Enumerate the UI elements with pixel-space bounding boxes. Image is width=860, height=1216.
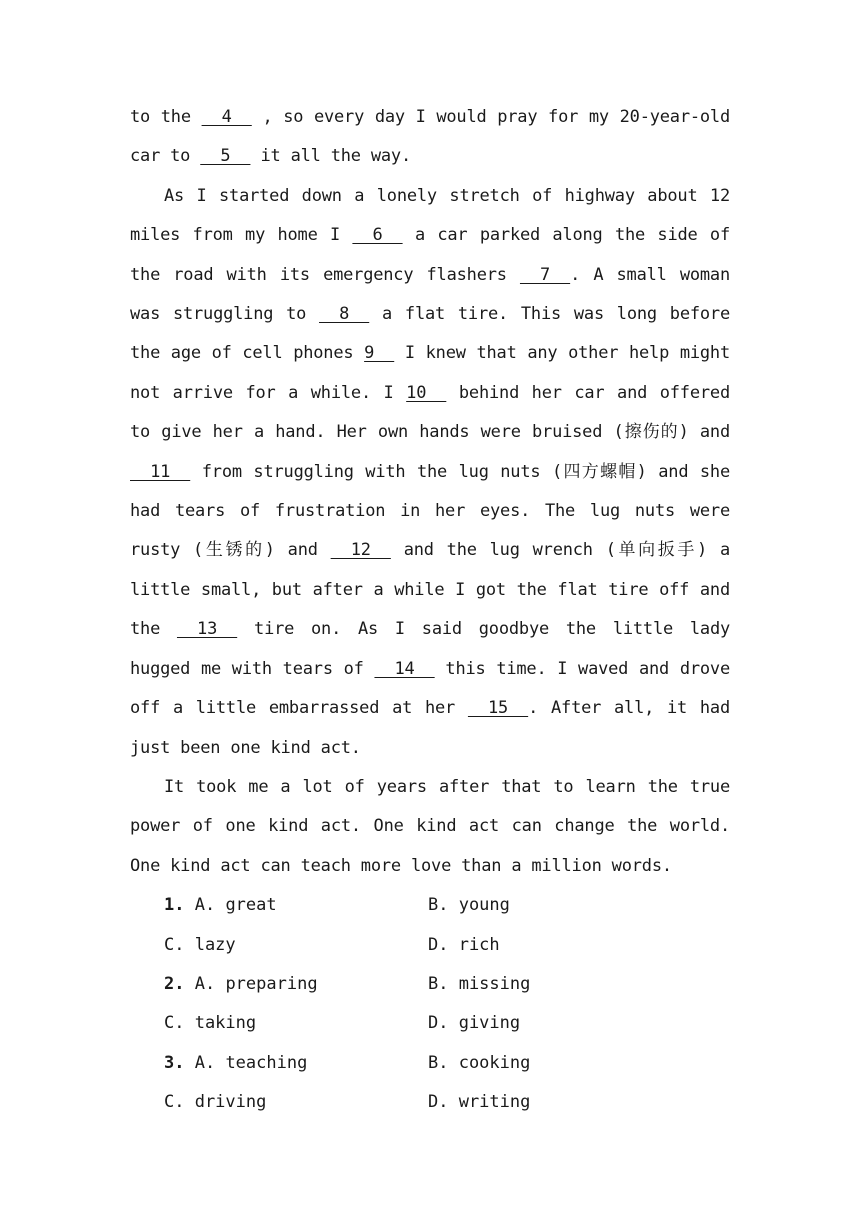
passage-text: it all the way. bbox=[250, 146, 411, 167]
passage-text: . After all, it had just been one kind act. bbox=[130, 698, 730, 758]
option-left bbox=[164, 965, 318, 1004]
passage-text: , so every day I would pray for my 20-year-old car to bbox=[130, 107, 731, 167]
passage-text: . A small woman was struggling to bbox=[130, 264, 730, 325]
passage-text: a car parked along the side of the road with its emergency flashers bbox=[130, 225, 730, 285]
answer-blank: 11 bbox=[130, 461, 191, 482]
option-c: C. driving bbox=[164, 1092, 267, 1113]
option-b: B. young bbox=[428, 895, 510, 916]
question-number: 3. bbox=[164, 1052, 185, 1073]
passage-text: behind her car and offered to give her a hand. Her own hands were bruised (擦伤的) and bbox=[130, 382, 730, 443]
passage-text: It took me a lot of years after that to learn the true power of one kind act. One kind act can change the world. One kind act can teach more love than a million words. bbox=[130, 776, 730, 876]
option-left bbox=[164, 886, 277, 925]
option-d: D. rich bbox=[428, 934, 500, 955]
option-c: C. lazy bbox=[164, 934, 236, 955]
option-a: A. great bbox=[194, 895, 277, 916]
passage-text: tire on. As I said goodbye the little lady hugged me with tears of bbox=[130, 619, 731, 679]
passage-paragraph bbox=[130, 768, 730, 886]
option-row bbox=[130, 926, 730, 965]
option-c: C. taking bbox=[164, 1013, 257, 1034]
question-number: 1. bbox=[164, 895, 185, 916]
answer-blank: 5 bbox=[200, 146, 251, 167]
option-row bbox=[130, 1083, 730, 1122]
option-row bbox=[130, 1044, 730, 1083]
option-d: D. writing bbox=[428, 1092, 531, 1113]
document-page bbox=[130, 98, 730, 1122]
passage-text: and the lug wrench (单向扳手) a little small, but after a while I got the flat tire off and the bbox=[130, 540, 730, 640]
passage-text: this time. I waved and drove off a little embarrassed at her bbox=[130, 658, 731, 719]
option-a: A. preparing bbox=[194, 973, 318, 994]
answer-blank: 8 bbox=[319, 304, 370, 325]
answer-blank: 7 bbox=[519, 264, 571, 285]
answer-blank: 15 bbox=[467, 698, 529, 719]
answer-blank: 6 bbox=[352, 225, 403, 246]
passage-paragraph bbox=[130, 177, 730, 768]
passage-text: As I started down a lonely stretch of highway about 12 miles from my home I bbox=[130, 185, 730, 246]
answer-blank: 14 bbox=[374, 658, 435, 679]
option-left bbox=[164, 1044, 307, 1083]
answer-blank: 4 bbox=[201, 107, 252, 127]
question-options bbox=[130, 886, 730, 1122]
passage-text: a flat tire. This was long before the age of cell phones bbox=[130, 304, 730, 364]
option-b: B. cooking bbox=[428, 1052, 531, 1073]
answer-blank: 9 bbox=[364, 343, 395, 364]
answer-blank: 12 bbox=[330, 540, 391, 561]
passage-text: I knew that any other help might not arrive for a while. I bbox=[130, 343, 730, 403]
option-d: D. giving bbox=[428, 1013, 521, 1034]
option-b: B. missing bbox=[428, 973, 531, 994]
answer-blank: 10 bbox=[406, 382, 447, 403]
passage-text: from struggling with the lug nuts (四方螺帽) and she had tears of frustration in her eyes. The lug nuts were rusty (生锈的) and bbox=[130, 461, 730, 561]
passage bbox=[130, 98, 730, 886]
option-row bbox=[130, 1004, 730, 1043]
question-number: 2. bbox=[164, 973, 185, 994]
option-a: A. teaching bbox=[194, 1052, 308, 1073]
passage-text: to the bbox=[130, 107, 202, 127]
passage-paragraph bbox=[130, 98, 730, 177]
option-row bbox=[130, 965, 730, 1004]
answer-blank: 13 bbox=[176, 619, 238, 640]
option-row bbox=[130, 886, 730, 925]
